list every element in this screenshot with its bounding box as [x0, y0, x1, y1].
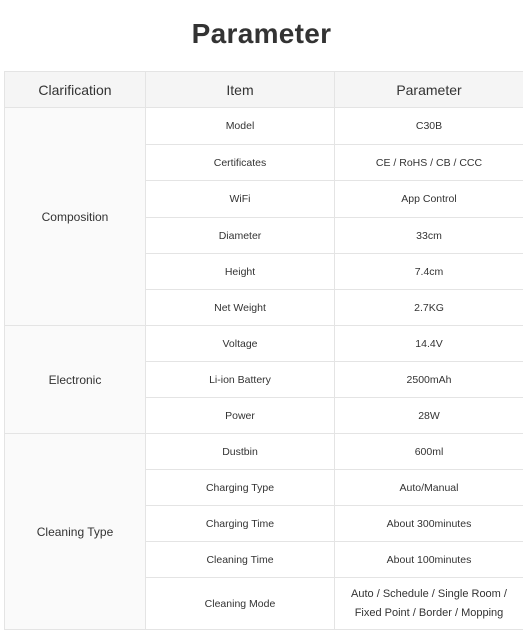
value-cell: 2.7KG [335, 290, 523, 326]
item-cell: WiFi [146, 181, 335, 218]
group-label-composition: Composition [5, 108, 146, 326]
value-cell-cleaning-mode [335, 578, 523, 630]
value-cell: About 300minutes [335, 506, 523, 542]
value-cell: About 100minutes [335, 542, 523, 578]
value-cell: C30B [335, 108, 523, 145]
value-cell: 7.4cm [335, 254, 523, 290]
item-cell: Dustbin [146, 434, 335, 470]
item-cell: Voltage [146, 326, 335, 362]
table-header-row [5, 72, 523, 108]
item-cell: Cleaning Time [146, 542, 335, 578]
value-cell: Auto/Manual [335, 470, 523, 506]
table-row [5, 108, 523, 145]
table-row [5, 434, 523, 470]
item-cell: Model [146, 108, 335, 145]
cleaning-mode-line-2: Fixed Point / Border / Mopping [354, 606, 504, 619]
item-cell: Cleaning Mode [146, 578, 335, 630]
value-cell: 33cm [335, 218, 523, 254]
value-cell: 14.4V [335, 326, 523, 362]
item-cell: Certificates [146, 145, 335, 181]
group-label-cleaning-type: Cleaning Type [5, 434, 146, 630]
header-item: Item [146, 72, 335, 108]
item-cell: Charging Time [146, 506, 335, 542]
value-cell: CE / RoHS / CB / CCC [335, 145, 523, 181]
item-cell: Li-ion Battery [146, 362, 335, 398]
item-cell: Diameter [146, 218, 335, 254]
value-cell: App Control [335, 181, 523, 218]
value-cell: 600ml [335, 434, 523, 470]
table-row [5, 326, 523, 362]
item-cell: Net Weight [146, 290, 335, 326]
item-cell: Power [146, 398, 335, 434]
header-clarification: Clarification [5, 72, 146, 108]
parameter-table [4, 71, 523, 630]
value-cell: 28W [335, 398, 523, 434]
item-cell: Charging Type [146, 470, 335, 506]
header-parameter: Parameter [335, 72, 523, 108]
page-title: Parameter [191, 18, 332, 49]
cleaning-mode-line-1: Auto / Schedule / Single Room / [351, 587, 507, 600]
value-cell: 2500mAh [335, 362, 523, 398]
group-label-electronic: Electronic [5, 326, 146, 434]
item-cell: Height [146, 254, 335, 290]
